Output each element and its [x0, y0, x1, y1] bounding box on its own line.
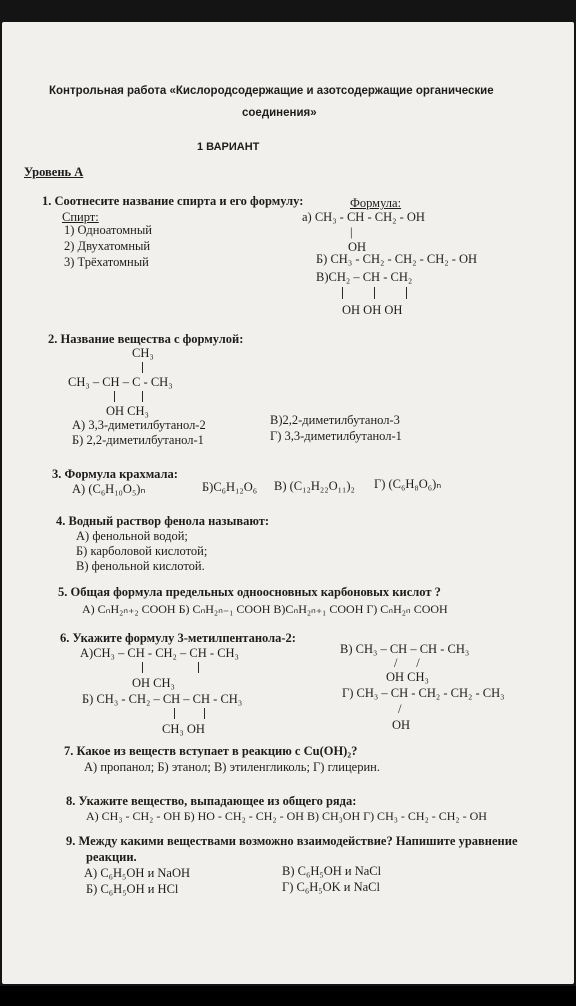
q6-a-bond-2	[198, 662, 199, 673]
q3-option-v: В) (C₁₂H₂₂O₁₁)₂	[274, 479, 355, 493]
q5-question: 5. Общая формула предельных одноосновных карбоновых кислот ?	[58, 585, 441, 599]
q1-left-header: Спирт:	[62, 210, 99, 224]
q1-alcohol-1: 1) Одноатомный	[64, 223, 152, 237]
q1-bond-1	[342, 287, 343, 299]
q2-question: 2. Название вещества с формулой:	[48, 332, 244, 346]
q3-option-a: А) (C₆H₁₀O₅)ₙ	[72, 482, 146, 496]
q4-question: 4. Водный раствор фенола называют:	[56, 514, 270, 528]
q1-formula-a-bond: |	[350, 225, 353, 239]
q2-bottom: OH CH₃	[106, 404, 149, 418]
q6-option-v: В) CH₃ – CH – CH - CH₃	[340, 642, 470, 656]
q1-formula-b: Б) CH₃ - CH₂ - CH₂ - CH₂ - OH	[316, 252, 478, 266]
q1-alcohol-3: 3) Трёхатомный	[64, 255, 149, 269]
q2-option-a: А) 3,3-диметилбутанол-2	[72, 418, 206, 432]
q6-option-v-sub: OH CH₃	[386, 670, 429, 684]
q1-formula-a: а) CH₃ - CH - CH₂ - OH	[302, 210, 425, 224]
q9-option-a: А) C₆H₅OH и NaOH	[84, 866, 191, 880]
q9-question-cont: реакции.	[86, 850, 137, 864]
q2-option-v: В)2,2-диметилбутанол-3	[270, 413, 400, 427]
q6-a-bond-1	[142, 662, 143, 673]
q9-option-b: Б) C₆H₅OH и HCl	[86, 882, 179, 896]
q7-options: А) пропанол; Б) этанол; В) этиленгликоль; Г) глицерин.	[84, 760, 380, 774]
q1-formula-v: В)CH₂ – CH - CH₂	[316, 270, 413, 284]
q6-question: 6. Укажите формулу 3-метилпентанола-2:	[60, 631, 296, 645]
title-line-2: соединения»	[242, 107, 317, 119]
q6-option-g: Г) CH₃ – CH - CH₂ - CH₂ - CH₃	[342, 686, 505, 700]
q6-v-bonds: / /	[394, 656, 420, 670]
level-heading: Уровень А	[24, 165, 84, 179]
q7-question: 7. Какое из веществ вступает в реакцию с Cu(OH)₂?	[64, 744, 358, 758]
q6-option-a-sub: OH CH₃	[132, 676, 175, 690]
q2-main-chain: CH₃ – CH – C - CH₃	[68, 375, 173, 389]
q9-option-g: Г) C₆H₅OK и NaCl	[282, 880, 380, 894]
q2-top-ch3: CH₃	[132, 346, 154, 360]
q1-bond-3	[406, 287, 407, 299]
q6-b-bond-1	[174, 708, 175, 719]
q3-question: 3. Формула крахмала:	[52, 467, 178, 481]
worksheet-page	[2, 22, 574, 984]
title-line-1: Контрольная работа «Кислородсодержащие и азотсодержащие органические	[49, 85, 494, 97]
q6-option-b-sub: CH₃ OH	[162, 722, 205, 736]
q1-bond-2	[374, 287, 375, 299]
variant-label: 1 ВАРИАНТ	[197, 141, 260, 153]
q6-b-bond-2	[204, 708, 205, 719]
q6-option-a: А)CH₃ – CH - CH₂ – CH - CH₃	[80, 646, 239, 660]
q1-formula-v-oh: OH OH OH	[342, 303, 403, 317]
q4-option-v: В) фенольной кислотой.	[76, 559, 205, 573]
q8-options: А) CH₃ - CH₂ - OH Б) HO - CH₂ - CH₂ - OH В) CH₃OH Г) CH₃ - CH₂ - CH₂ - OH	[86, 809, 487, 823]
q1-question: 1. Соотнесите название спирта и его формулу:	[42, 194, 304, 208]
q1-right-header: Формула:	[350, 196, 402, 210]
q9-question: 9. Между какими веществами возможно взаимодействие? Напишите уравнение	[66, 834, 518, 848]
q6-option-g-sub: OH	[392, 718, 411, 732]
q1-formula-a-oh: OH	[348, 240, 367, 254]
q2-option-b: Б) 2,2-диметилбутанол-1	[72, 433, 204, 447]
q2-bond-ch3	[142, 391, 143, 402]
q4-option-b: Б) карболовой кислотой;	[76, 544, 208, 558]
q5-options: А) CₙH₂ₙ₊₂ COOH Б) CₙH₂ₙ₋₁ COOH В)CₙH₂ₙ₊₁ COOH Г) CₙH₂ₙ COOH	[82, 602, 448, 616]
q3-option-b: Б)C₆H₁₂O₆	[202, 480, 258, 494]
q2-bond-top	[142, 362, 143, 373]
bottom-shadow-strip	[0, 986, 576, 1006]
q4-option-a: А) фенольной водой;	[76, 529, 188, 543]
q8-question: 8. Укажите вещество, выпадающее из общего ряда:	[66, 794, 357, 808]
q3-option-g: Г) (C₆H₈O₆)ₙ	[374, 477, 442, 491]
q6-g-bond: /	[398, 702, 402, 716]
q2-bond-oh	[114, 391, 115, 402]
q2-option-g: Г) 3,3-диметилбутанол-1	[270, 429, 402, 443]
q1-alcohol-2: 2) Двухатомный	[64, 239, 151, 253]
q9-option-v: В) C₆H₅OH и NaCl	[282, 864, 382, 878]
q6-option-b: Б) CH₃ - CH₂ – CH – CH - CH₃	[82, 692, 243, 706]
